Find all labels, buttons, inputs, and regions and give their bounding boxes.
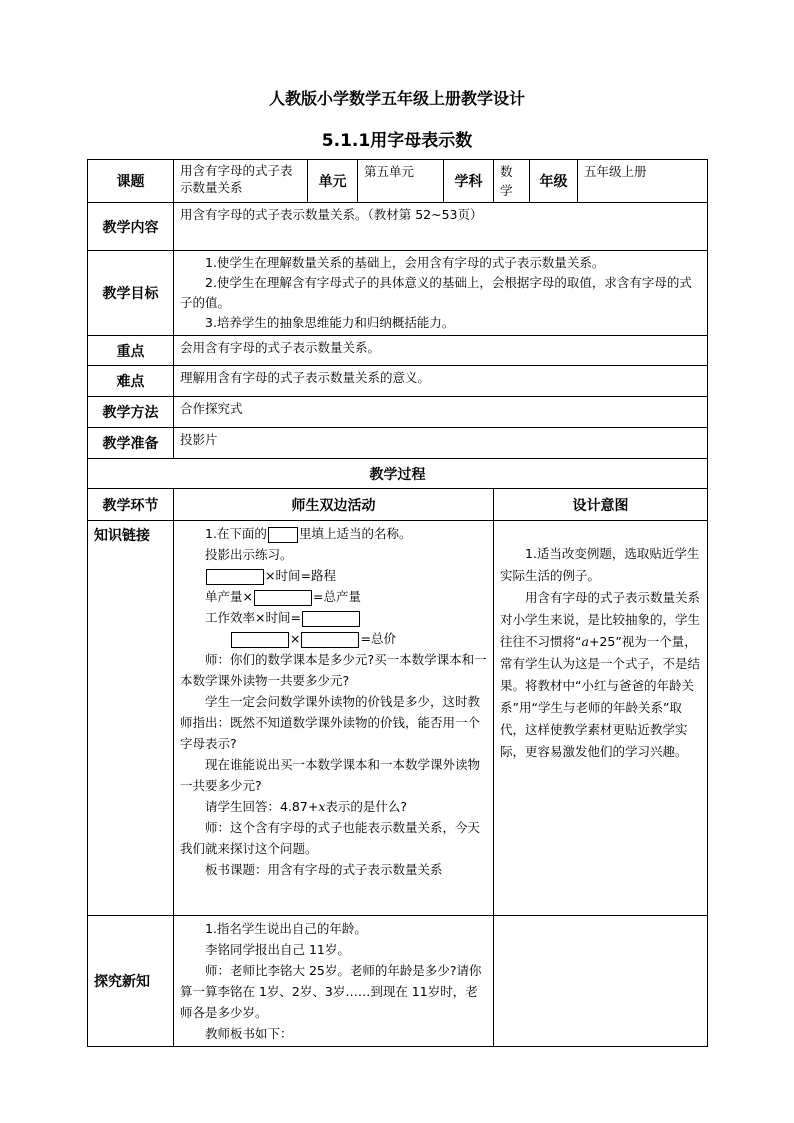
blank-box xyxy=(206,569,264,585)
activity-paragraph: 师：你们的数学课本是多少元?买一本数学课本和一本数学课外读物一共要多少元? xyxy=(180,652,487,688)
activity-paragraph: 师：这个含有字母的式子也能表示数量关系，今天我们就来探讨这个问题。 xyxy=(180,820,481,856)
goal-item: 2.使学生在理解含有字母式子的具体意义的基础上，会根据字母的取值，求含有字母的式子的值。 xyxy=(180,275,692,310)
goal-item: 3.培养学生的抽象思维能力和归纳概括能力。 xyxy=(205,315,455,330)
text-fragment: 表示的是什么? xyxy=(325,799,408,814)
formula-line xyxy=(180,607,487,628)
activity-line: 投影出示练习。 xyxy=(205,547,293,562)
prep-label: 教学准备 xyxy=(88,428,174,459)
blank-box xyxy=(254,590,312,606)
activity-paragraph xyxy=(180,796,487,817)
subject-label: 学科 xyxy=(444,160,494,203)
activity-paragraph: 李铭同学报出自己 11岁。 xyxy=(205,942,350,957)
section1-intent xyxy=(494,521,708,916)
formula-line xyxy=(180,628,487,649)
unit-value: 第五单元 xyxy=(358,160,444,203)
lesson-plan-table xyxy=(87,159,708,1047)
variable-a: a xyxy=(581,634,589,649)
lesson-title: 5.1.1用字母表示数 xyxy=(321,131,473,151)
section2-intent xyxy=(494,916,708,1047)
activity-paragraph: 学生一定会问数学课外读物的价钱是多少，这时教师指出：既然不知道数学课外读物的价钱，能否用一个字母表示? xyxy=(180,694,481,751)
text-fragment: 1.在下面的 xyxy=(205,526,267,541)
section-label-explore: 探究新知 xyxy=(88,916,174,1047)
goals-list xyxy=(174,251,708,336)
col-intent-header: 设计意图 xyxy=(494,489,708,521)
topic-value: 用含有字母的式子表示数量关系 xyxy=(174,160,308,203)
text-fragment: ×时间=路程 xyxy=(265,568,336,583)
blank-box xyxy=(301,632,359,648)
intent-paragraph xyxy=(500,587,701,763)
section2-activity xyxy=(174,916,494,1047)
blank-box xyxy=(231,632,289,648)
col-stage-header: 教学环节 xyxy=(88,489,174,521)
activity-paragraph: 1.指名学生说出自己的年龄。 xyxy=(205,921,367,936)
activity-paragraph: 教师板书如下： xyxy=(205,1026,293,1041)
key-value: 会用含有字母的式子表示数量关系。 xyxy=(174,336,708,366)
grade-label: 年级 xyxy=(530,160,578,203)
text-fragment: 工作效率×时间= xyxy=(205,610,301,625)
activity-paragraph: 师：老师比李铭大 25岁。老师的年龄是多少?请你算一算李铭在 1岁、2岁、3岁……到现在 11岁时，老师各是多少岁。 xyxy=(180,963,482,1020)
blank-box xyxy=(302,611,360,627)
prep-value: 投影片 xyxy=(174,428,708,459)
blank-box xyxy=(268,527,298,543)
col-activity-header: 师生双边活动 xyxy=(174,489,494,521)
unit-label: 单元 xyxy=(308,160,358,203)
variable-x: x xyxy=(318,799,326,814)
method-label: 教学方法 xyxy=(88,397,174,428)
text-fragment: =总产量 xyxy=(312,589,361,604)
goal-item: 1.使学生在理解数量关系的基础上，会用含有字母的式子表示数量关系。 xyxy=(205,255,605,270)
intent-paragraph: 1.适当改变例题，选取贴近学生实际生活的例子。 xyxy=(500,546,700,583)
process-title: 教学过程 xyxy=(88,459,708,489)
activity-line xyxy=(180,523,487,544)
section-label-knowledge-link: 知识链接 xyxy=(88,521,174,916)
activity-paragraph: 板书课题：用含有字母的式子表示数量关系 xyxy=(205,862,443,877)
method-value: 合作探究式 xyxy=(174,397,708,428)
formula-line xyxy=(180,586,487,607)
topic-label: 课题 xyxy=(88,160,174,203)
subject-value: 数学 xyxy=(494,160,530,203)
content-label: 教学内容 xyxy=(88,203,174,251)
text-fragment: × xyxy=(290,631,301,646)
text-fragment: =总价 xyxy=(360,631,396,646)
text-fragment: +25”视为一个量，常有学生认为这是一个式子，不是结果。将教材中“小红与爸爸的年龄关系”用“学生与老师的年龄关系”取代，这样使教学素材更贴近教学实际，更容易激发他们的学习兴趣。 xyxy=(500,634,701,759)
formula-line xyxy=(180,565,487,586)
text-fragment: 请学生回答：4.87+ xyxy=(205,799,319,814)
text-fragment: 用含有字母的式子表示数量关系对小学生来说，是比较抽象的，学生往往不习惯将“ xyxy=(500,590,701,649)
difficulty-value: 理解用含有字母的式子表示数量关系的意义。 xyxy=(174,366,708,397)
goals-label: 教学目标 xyxy=(88,251,174,336)
key-label: 重点 xyxy=(88,336,174,366)
difficulty-label: 难点 xyxy=(88,366,174,397)
section1-activity xyxy=(174,521,494,916)
text-fragment: 里填上适当的名称。 xyxy=(298,526,412,541)
content-value: 用含有字母的式子表示数量关系。（教材第 52~53页） xyxy=(174,203,708,251)
text-fragment: 单产量× xyxy=(205,589,253,604)
document-title: 人教版小学数学五年级上册教学设计 xyxy=(268,89,525,108)
grade-value: 五年级上册 xyxy=(578,160,708,203)
activity-paragraph: 现在谁能说出买一本数学课本和一本数学课外读物一共要多少元? xyxy=(180,757,481,793)
